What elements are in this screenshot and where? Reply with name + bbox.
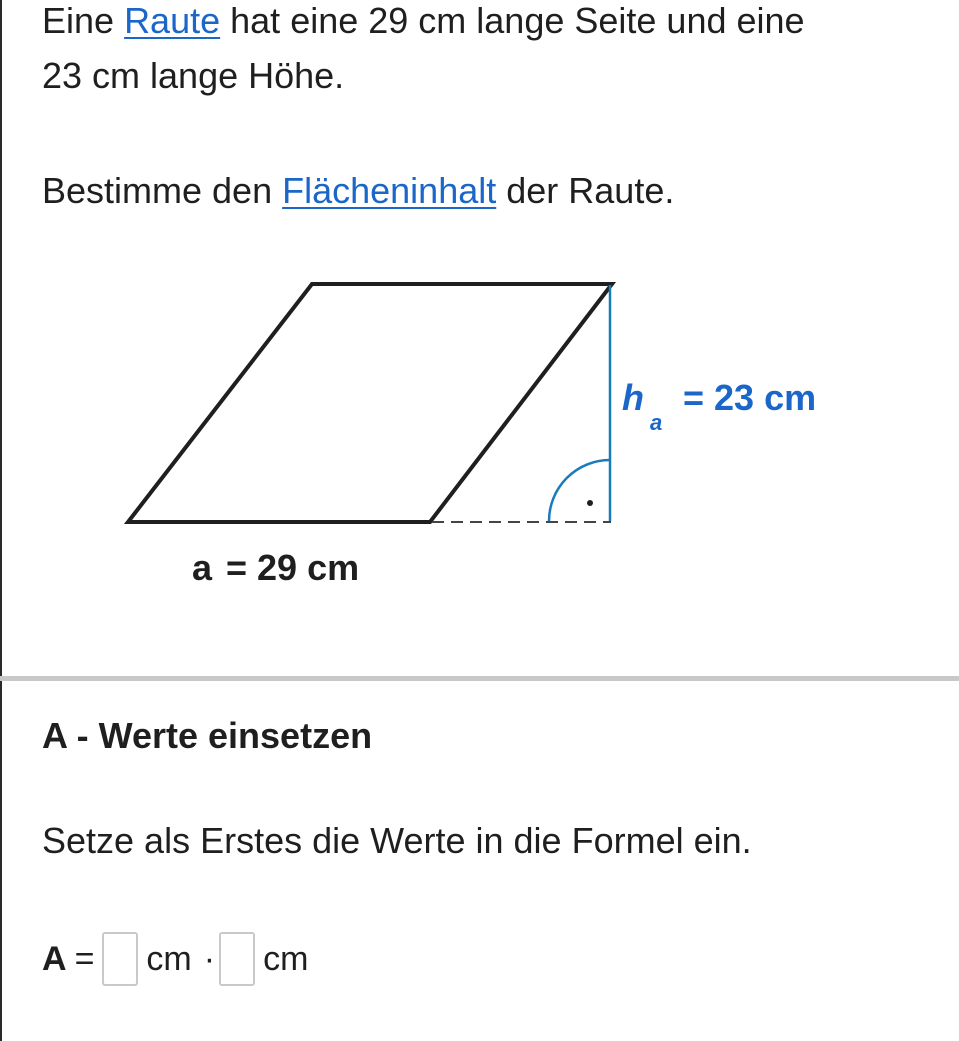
task-line-1 — [42, 0, 805, 42]
task-line-3 — [42, 170, 674, 212]
right-angle-dot — [587, 500, 593, 506]
section-heading: A - Werte einsetzen — [42, 715, 373, 756]
unit-label-1: cm — [146, 939, 192, 978]
flaecheninhalt-link[interactable]: Flächeninhalt — [282, 170, 497, 211]
task-text: Bestimme den — [42, 170, 283, 211]
section-divider — [0, 676, 959, 681]
task-text: der Raute. — [496, 170, 675, 211]
height-input[interactable] — [219, 932, 255, 986]
task-text: hat eine 29 cm lange Seite und eine — [220, 0, 805, 41]
section-instruction: Setze als Erstes die Werte in die Formel ein. — [42, 820, 752, 861]
area-formula — [42, 928, 316, 990]
rhombus-shape — [128, 284, 612, 522]
side-symbol: a — [192, 547, 213, 588]
side-value: = 29 cm — [226, 547, 360, 588]
height-symbol: h — [622, 377, 644, 418]
side-length-input[interactable] — [102, 932, 138, 986]
task-text: Eine — [42, 0, 125, 41]
multiply-sign: · — [203, 939, 216, 978]
right-angle-arc — [549, 460, 610, 521]
formula-equals: = — [74, 939, 95, 978]
rhombus-figure — [0, 270, 959, 600]
height-value: = 23 cm — [683, 377, 817, 418]
formula-lhs: A — [42, 939, 67, 978]
height-subscript: a — [650, 410, 663, 435]
raute-link[interactable]: Raute — [124, 0, 221, 41]
task-line-2: 23 cm lange Höhe. — [42, 55, 345, 96]
unit-label-2: cm — [263, 939, 309, 978]
